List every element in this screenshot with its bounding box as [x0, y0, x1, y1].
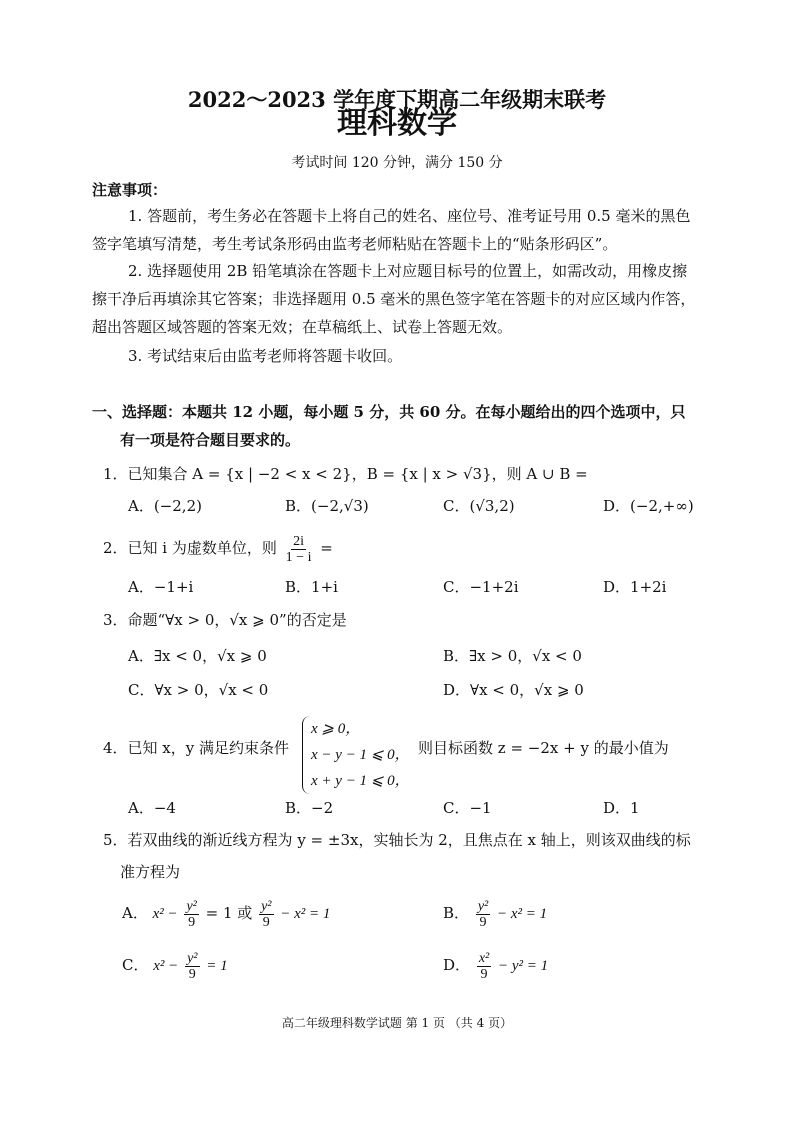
math: = 1: [206, 958, 228, 974]
page-footer: 高二年级理科数学试题 第 1 页 （共 4 页）: [281, 1016, 513, 1030]
denominator: 1 − i: [285, 549, 312, 565]
question-5-stem: 5．若双曲线的渐近线方程为 y = ±3x，实轴长为 2，且焦点在 x 轴上，则该双曲线的标: [103, 831, 691, 849]
notes-heading: 注意事项：: [92, 181, 168, 199]
q4-option-b: B．−2: [285, 799, 334, 817]
math: x² −: [152, 906, 178, 922]
question-4-stem-cont: 则目标函数 z = −2x + y 的最小值为: [418, 739, 669, 757]
numerator: y²: [477, 898, 489, 914]
section-heading: 一、选择题：本题共 12 小题，每小题 5 分，共 60 分。在每小题给出的四个选项中，只: [92, 403, 686, 421]
q2-option-a: A．−1+i: [128, 578, 194, 596]
numerator: y²: [187, 950, 198, 966]
note-line: 3. 考试结束后由监考老师将答题卡收回。: [128, 347, 403, 365]
fraction: [185, 951, 199, 982]
q3-option-d: D．∀x < 0，√x ⩾ 0: [443, 681, 584, 699]
q4-option-c: C．−1: [443, 799, 492, 817]
q3-option-c: C．∀x > 0，√x < 0: [128, 681, 269, 699]
q1-option-b: B．(−2,√3): [285, 497, 369, 515]
note-line: 签字笔填写清楚，考生考试条形码由监考老师粘贴在答题卡上的“贴条形码区”。: [92, 235, 618, 253]
q5-option-a: [122, 896, 330, 931]
q5-option-c: [122, 948, 228, 983]
question-1-stem: 1．已知集合 A = {x | −2 < x < 2}，B = {x | x > √3}，则 A ∪ B =: [103, 465, 588, 483]
constraint: x + y − 1 ⩽ 0，: [311, 773, 410, 789]
q2-fraction: [284, 534, 314, 565]
section-heading-cont: 有一项是符合题目要求的。: [120, 431, 301, 449]
q2-option-d: D．1+2i: [603, 578, 667, 596]
q1-option-c: C．(√3,2): [443, 497, 515, 515]
fraction: [477, 951, 491, 982]
constraint: x ⩾ 0，: [311, 721, 361, 737]
math: = 1 或: [205, 904, 253, 922]
q3-option-b: B．∃x > 0，√x < 0: [443, 647, 582, 665]
denominator: 9: [262, 914, 270, 930]
question-4-stem: 4．已知 x，y 满足约束条件: [103, 739, 290, 757]
denominator: 9: [188, 914, 196, 930]
q1-option-a: A．(−2,2): [128, 497, 202, 515]
q1-option-d: D．(−2,+∞): [603, 497, 694, 515]
fraction: [259, 899, 273, 930]
denominator: 9: [480, 966, 488, 982]
q2-option-c: C．−1+2i: [443, 578, 519, 596]
denominator: 9: [479, 914, 487, 930]
constraint-system: [302, 716, 410, 794]
q2-option-b: B．1+i: [285, 578, 338, 596]
note-line: 2. 选择题使用 2B 铅笔填涂在答题卡上对应题目标号的位置上，如需改动，用橡皮擦: [128, 262, 688, 280]
numerator: 2i: [293, 533, 305, 549]
q4-option-a: A．−4: [128, 799, 176, 817]
question-5-stem-cont: 准方程为: [120, 863, 181, 881]
numerator: x²: [478, 950, 490, 966]
note-line: 超出答题区域答题的答案无效；在草稿纸上、试卷上答题无效。: [92, 318, 513, 336]
exam-info: 考试时间 120 分钟，满分 150 分: [291, 155, 503, 171]
note-line: 1. 答题前，考生务必在答题卡上将自己的姓名、座位号、准考证号用 0.5 毫米的黑色: [128, 207, 691, 225]
math: − x² = 1: [280, 906, 331, 922]
math: x² −: [153, 958, 179, 974]
denominator: 9: [188, 966, 196, 982]
fraction: [184, 899, 198, 930]
option-label: B．: [443, 904, 470, 922]
math: − x² = 1: [497, 906, 548, 922]
numerator: y²: [186, 898, 197, 914]
q4-option-d: D．1: [603, 799, 640, 817]
subject-title: 理科数学: [337, 106, 457, 141]
question-3-stem: 3．命题“∀x > 0，√x ⩾ 0”的否定是: [103, 611, 347, 629]
option-label: C．: [122, 956, 149, 974]
option-label: A．: [122, 904, 148, 922]
q3-option-a: A．∃x < 0，√x ⩾ 0: [128, 647, 267, 665]
constraint: x − y − 1 ⩽ 0，: [311, 747, 410, 763]
numerator: y²: [261, 898, 272, 914]
option-label: D．: [443, 956, 471, 974]
question-2-stem: [103, 532, 333, 565]
note-line: 擦干净后再填涂其它答案；非选择题用 0.5 毫米的黑色签字笔在答题卡的对应区域内作答，: [92, 290, 696, 308]
q2-equals: =: [320, 539, 333, 557]
math: − y² = 1: [498, 958, 549, 974]
exam-title: 2022～2023 学年度下期高二年级期末联考: [187, 87, 607, 112]
q5-option-d: [443, 948, 548, 983]
fraction: [476, 899, 490, 930]
q5-option-b: [443, 896, 547, 931]
q2-stem-text: 2．已知 i 为虚数单位，则: [103, 539, 277, 557]
